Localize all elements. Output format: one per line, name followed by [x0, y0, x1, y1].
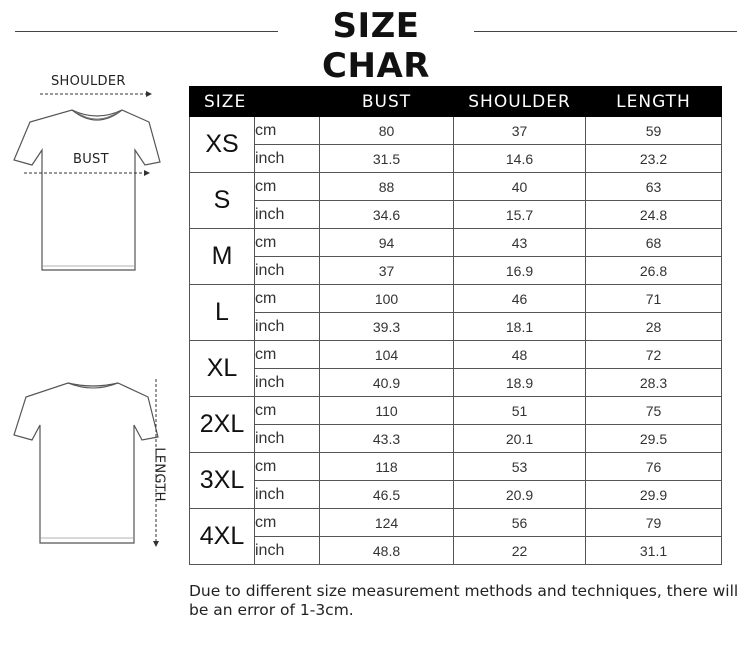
shoulder-value: 53: [454, 453, 586, 481]
header-shoulder: SHOULDER: [454, 87, 586, 117]
bust-label: BUST: [73, 152, 109, 167]
table-row: [190, 509, 722, 537]
size-label: XL: [190, 341, 255, 397]
length-label: LENGTH: [151, 447, 167, 502]
length-value: 24.8: [586, 201, 722, 229]
bust-value: 39.3: [320, 313, 454, 341]
shoulder-value: 15.7: [454, 201, 586, 229]
unit-label: inch: [255, 481, 320, 509]
unit-label: inch: [255, 313, 320, 341]
length-value: 59: [586, 117, 722, 145]
table-row: [190, 201, 722, 229]
bust-value: 48.8: [320, 537, 454, 565]
tshirt-back-diagram: [8, 375, 188, 550]
shoulder-value: 48: [454, 341, 586, 369]
unit-label: cm: [255, 509, 320, 537]
table-row: [190, 481, 722, 509]
length-value: 26.8: [586, 257, 722, 285]
length-value: 71: [586, 285, 722, 313]
table-row: [190, 117, 722, 145]
size-label: 2XL: [190, 397, 255, 453]
bust-value: 88: [320, 173, 454, 201]
bust-value: 34.6: [320, 201, 454, 229]
size-label: 3XL: [190, 453, 255, 509]
length-value: 76: [586, 453, 722, 481]
length-value: 29.9: [586, 481, 722, 509]
bust-value: 110: [320, 397, 454, 425]
tshirt-front-icon: [10, 70, 185, 275]
length-value: 31.1: [586, 537, 722, 565]
unit-label: inch: [255, 369, 320, 397]
length-value: 79: [586, 509, 722, 537]
measurement-note: Due to different size measurement methods and techniques, there will be an error of 1-3cm.: [189, 582, 739, 619]
unit-label: cm: [255, 285, 320, 313]
length-value: 29.5: [586, 425, 722, 453]
size-chart-table: [189, 86, 722, 565]
unit-label: cm: [255, 117, 320, 145]
bust-value: 100: [320, 285, 454, 313]
bust-value: 94: [320, 229, 454, 257]
table-row: [190, 425, 722, 453]
shoulder-value: 14.6: [454, 145, 586, 173]
title-divider-right: [474, 31, 737, 32]
size-label: 4XL: [190, 509, 255, 565]
size-label: XS: [190, 117, 255, 173]
shoulder-value: 40: [454, 173, 586, 201]
table-row: [190, 285, 722, 313]
table-row: [190, 313, 722, 341]
length-value: 68: [586, 229, 722, 257]
table-row: [190, 453, 722, 481]
length-value: 28: [586, 313, 722, 341]
shoulder-value: 22: [454, 537, 586, 565]
table-row: [190, 369, 722, 397]
length-value: 75: [586, 397, 722, 425]
bust-value: 46.5: [320, 481, 454, 509]
bust-value: 118: [320, 453, 454, 481]
shoulder-value: 16.9: [454, 257, 586, 285]
shoulder-value: 18.1: [454, 313, 586, 341]
tshirt-front-diagram: [10, 70, 185, 275]
shoulder-value: 56: [454, 509, 586, 537]
table-row: [190, 537, 722, 565]
unit-label: inch: [255, 201, 320, 229]
title-divider-left: [15, 31, 278, 32]
shoulder-value: 20.1: [454, 425, 586, 453]
shoulder-value: 37: [454, 117, 586, 145]
unit-label: cm: [255, 173, 320, 201]
length-value: 72: [586, 341, 722, 369]
length-value: 23.2: [586, 145, 722, 173]
size-label: S: [190, 173, 255, 229]
header-bust: BUST: [320, 87, 454, 117]
table-row: [190, 145, 722, 173]
table-row: [190, 173, 722, 201]
bust-value: 37: [320, 257, 454, 285]
length-value: 63: [586, 173, 722, 201]
unit-label: cm: [255, 453, 320, 481]
unit-label: inch: [255, 145, 320, 173]
unit-label: inch: [255, 537, 320, 565]
unit-label: cm: [255, 341, 320, 369]
bust-value: 80: [320, 117, 454, 145]
size-label: M: [190, 229, 255, 285]
header-size: SIZE: [190, 87, 320, 117]
shoulder-value: 20.9: [454, 481, 586, 509]
bust-value: 104: [320, 341, 454, 369]
bust-value: 43.3: [320, 425, 454, 453]
shoulder-label: SHOULDER: [51, 74, 126, 89]
shoulder-value: 43: [454, 229, 586, 257]
table-row: [190, 229, 722, 257]
size-label: L: [190, 285, 255, 341]
table-header-row: [190, 87, 722, 117]
length-value: 28.3: [586, 369, 722, 397]
table-row: [190, 257, 722, 285]
unit-label: cm: [255, 397, 320, 425]
header-length: LENGTH: [586, 87, 722, 117]
unit-label: cm: [255, 229, 320, 257]
unit-label: inch: [255, 425, 320, 453]
shoulder-value: 51: [454, 397, 586, 425]
table-row: [190, 341, 722, 369]
table-body: [190, 117, 722, 565]
bust-value: 31.5: [320, 145, 454, 173]
shoulder-value: 46: [454, 285, 586, 313]
bust-value: 40.9: [320, 369, 454, 397]
unit-label: inch: [255, 257, 320, 285]
page-title: SIZE CHAR: [322, 6, 430, 86]
bust-value: 124: [320, 509, 454, 537]
table-row: [190, 397, 722, 425]
shoulder-value: 18.9: [454, 369, 586, 397]
